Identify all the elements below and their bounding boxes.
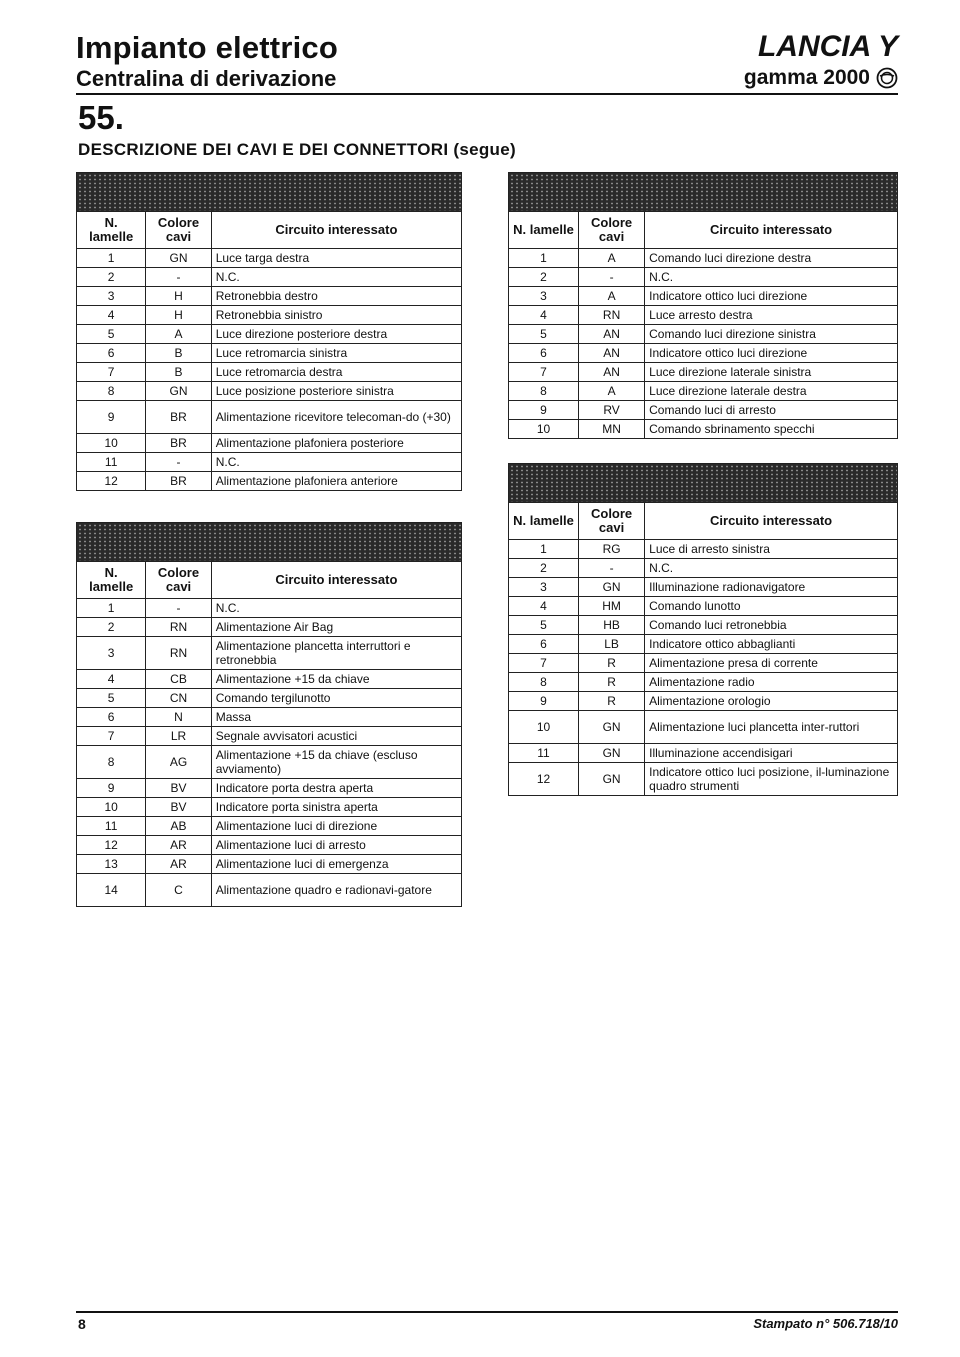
lamella-number: 2 (77, 268, 146, 287)
wire-color: GN (579, 711, 645, 744)
table-row (77, 637, 462, 670)
lamella-number: 3 (77, 287, 146, 306)
wire-color: HB (579, 616, 645, 635)
wire-color: MN (579, 420, 645, 439)
wire-color: H (146, 287, 211, 306)
lamella-number: 9 (509, 692, 579, 711)
circuit-description: N.C. (211, 268, 461, 287)
lamella-number: 12 (77, 472, 146, 491)
lamella-number: 9 (77, 401, 146, 434)
table-row (77, 836, 462, 855)
section-number: 55. (78, 99, 124, 136)
table-row (77, 306, 462, 325)
table-row (509, 382, 898, 401)
header-cell-lamelle: N. lamelle (77, 212, 146, 249)
connector-image-band (77, 523, 462, 562)
wire-color: BR (146, 472, 211, 491)
lamella-number: 10 (509, 711, 579, 744)
lamella-number: 10 (509, 420, 579, 439)
wire-color: BV (146, 798, 211, 817)
table-row (77, 249, 462, 268)
header-cell-colore: Colore cavi (579, 212, 645, 249)
lamella-number: 7 (77, 363, 146, 382)
table-row (77, 599, 462, 618)
wire-color: GN (146, 382, 211, 401)
table-row (77, 363, 462, 382)
circuit-description: Luce direzione laterale destra (645, 382, 898, 401)
table-row (77, 746, 462, 779)
lamella-number: 9 (77, 779, 146, 798)
model-range-label: gamma 2000 (743, 66, 870, 89)
lamella-number: 7 (509, 363, 579, 382)
wire-color: AG (146, 746, 211, 779)
lamella-number: 8 (77, 382, 146, 401)
table-row (77, 727, 462, 746)
lamella-number: 2 (509, 559, 579, 578)
wire-color: AN (579, 363, 645, 382)
wire-color: GN (579, 744, 645, 763)
circuit-description: Alimentazione plafoniera anteriore (211, 472, 461, 491)
lamella-number: 4 (509, 597, 579, 616)
table-row (77, 855, 462, 874)
connector-image-band (509, 464, 898, 503)
circuit-description: Luce retromarcia sinistra (211, 344, 461, 363)
wire-color: BR (146, 401, 211, 434)
print-reference: Stampato n° 506.718/10 (753, 1316, 898, 1331)
wire-color: A (146, 325, 211, 344)
table-row (509, 363, 898, 382)
table-row (509, 559, 898, 578)
circuit-description: Massa (211, 708, 461, 727)
lamella-number: 2 (77, 618, 146, 637)
lamella-number: 11 (77, 453, 146, 472)
table-row (77, 382, 462, 401)
circuit-description: N.C. (211, 599, 461, 618)
circuit-description: Comando lunotto (645, 597, 898, 616)
lamella-number: 5 (509, 325, 579, 344)
lamella-number: 12 (509, 763, 579, 796)
wire-color: A (579, 287, 645, 306)
document-subtitle: Centralina di derivazione (76, 66, 337, 91)
connector-image-band (509, 173, 898, 212)
circuit-description: Comando sbrinamento specchi (645, 420, 898, 439)
wire-color: RG (579, 540, 645, 559)
wire-color: H (146, 306, 211, 325)
circuit-description: Luce arresto destra (645, 306, 898, 325)
wire-color: RN (146, 618, 211, 637)
wire-color: B (146, 344, 211, 363)
header-cell-colore: Colore cavi (146, 562, 211, 599)
document-title: Impianto elettrico (76, 30, 338, 65)
circuit-description: Indicatore porta sinistra aperta (211, 798, 461, 817)
section-title: DESCRIZIONE DEI CAVI E DEI CONNETTORI (segue) (78, 140, 516, 159)
table-row (77, 325, 462, 344)
table-row (509, 578, 898, 597)
wire-color: R (579, 673, 645, 692)
wire-color: BR (146, 434, 211, 453)
table-row (509, 763, 898, 796)
lamella-number: 8 (509, 382, 579, 401)
lamella-number: 13 (77, 855, 146, 874)
wire-color: A (579, 382, 645, 401)
header-cell-circuito: Circuito interessato (645, 212, 898, 249)
circuit-description: Comando luci direzione sinistra (645, 325, 898, 344)
wire-color: R (579, 654, 645, 673)
lamella-number: 1 (509, 249, 579, 268)
table-row (77, 670, 462, 689)
lamella-number: 3 (509, 287, 579, 306)
wire-color: GN (579, 763, 645, 796)
lamella-number: 3 (77, 637, 146, 670)
circuit-description: Segnale avvisatori acustici (211, 727, 461, 746)
table-row (509, 287, 898, 306)
lamella-number: 4 (77, 670, 146, 689)
model-range (744, 66, 898, 90)
lamella-number: 6 (509, 344, 579, 363)
lamella-number: 8 (509, 673, 579, 692)
wire-color: BV (146, 779, 211, 798)
circuit-description: Luce retromarcia destra (211, 363, 461, 382)
table-row (77, 779, 462, 798)
brand-name: LANCIA Y (757, 30, 898, 63)
lamella-number: 14 (77, 874, 146, 907)
lamella-number: 5 (77, 689, 146, 708)
circuit-description: N.C. (645, 559, 898, 578)
table-row (509, 249, 898, 268)
lamella-number: 6 (77, 708, 146, 727)
connector-table (76, 172, 462, 491)
wire-color: LR (146, 727, 211, 746)
lamella-number: 4 (509, 306, 579, 325)
circuit-description: Retronebbia destro (211, 287, 461, 306)
circuit-description: Illuminazione radionavigatore (645, 578, 898, 597)
header-rule (76, 93, 898, 95)
lamella-number: 11 (77, 817, 146, 836)
header-cell-circuito: Circuito interessato (645, 503, 898, 540)
wire-color: - (146, 453, 211, 472)
table-row (509, 744, 898, 763)
circuit-description: Alimentazione quadro e radionavi-gatore (211, 874, 461, 907)
wire-color: AN (579, 325, 645, 344)
connector-table (76, 522, 462, 907)
circuit-description: Alimentazione luci di arresto (211, 836, 461, 855)
circuit-description: Alimentazione radio (645, 673, 898, 692)
circuit-description: Alimentazione +15 da chiave (escluso avviamento) (211, 746, 461, 779)
wire-color: - (579, 268, 645, 287)
connector-table (508, 172, 898, 439)
header-cell-colore: Colore cavi (146, 212, 211, 249)
lamella-number: 5 (77, 325, 146, 344)
circuit-description: Comando luci retronebbia (645, 616, 898, 635)
circuit-description: Retronebbia sinistro (211, 306, 461, 325)
circuit-description: Luce targa destra (211, 249, 461, 268)
table-row (509, 325, 898, 344)
table-row (509, 597, 898, 616)
wire-color: GN (579, 578, 645, 597)
circuit-description: Alimentazione luci plancetta inter-ruttori (645, 711, 898, 744)
table-row (77, 874, 462, 907)
table-row (77, 268, 462, 287)
wire-color: LB (579, 635, 645, 654)
header-cell-circuito: Circuito interessato (211, 212, 461, 249)
wire-color: CB (146, 670, 211, 689)
wire-color: HM (579, 597, 645, 616)
lamella-number: 3 (509, 578, 579, 597)
page-number: 8 (78, 1316, 86, 1332)
wire-color: AR (146, 836, 211, 855)
circuit-description: Alimentazione luci di direzione (211, 817, 461, 836)
circuit-description: Indicatore ottico luci direzione (645, 287, 898, 306)
table-row (77, 287, 462, 306)
circuit-description: Alimentazione presa di corrente (645, 654, 898, 673)
lamella-number: 5 (509, 616, 579, 635)
circuit-description: Luce direzione posteriore destra (211, 325, 461, 344)
table-row (77, 817, 462, 836)
table-row (509, 673, 898, 692)
wire-color: RN (579, 306, 645, 325)
wire-color: R (579, 692, 645, 711)
lamella-number: 2 (509, 268, 579, 287)
circuit-description: Comando luci di arresto (645, 401, 898, 420)
table-row (509, 344, 898, 363)
circuit-description: Alimentazione ricevitore telecoman-do (+30) (211, 401, 461, 434)
circuit-description: Alimentazione Air Bag (211, 618, 461, 637)
wire-color: - (146, 268, 211, 287)
circuit-description: Alimentazione +15 da chiave (211, 670, 461, 689)
footer-rule (76, 1311, 898, 1313)
lamella-number: 7 (509, 654, 579, 673)
circuit-description: Alimentazione luci di emergenza (211, 855, 461, 874)
wire-color: RN (146, 637, 211, 670)
circuit-description: Luce di arresto sinistra (645, 540, 898, 559)
wire-color: - (146, 599, 211, 618)
table-row (509, 420, 898, 439)
lamella-number: 1 (77, 599, 146, 618)
wire-color: AR (146, 855, 211, 874)
lamella-number: 1 (77, 249, 146, 268)
circuit-description: Comando tergilunotto (211, 689, 461, 708)
table-row (77, 344, 462, 363)
lamella-number: 6 (509, 635, 579, 654)
table-row (509, 401, 898, 420)
table-row (77, 401, 462, 434)
header-cell-lamelle: N. lamelle (509, 212, 579, 249)
table-row (77, 708, 462, 727)
wire-color: B (146, 363, 211, 382)
steering-wheel-icon (876, 67, 898, 89)
table-row (509, 306, 898, 325)
wire-color: GN (146, 249, 211, 268)
lamella-number: 9 (509, 401, 579, 420)
circuit-description: Luce direzione laterale sinistra (645, 363, 898, 382)
table-row (77, 434, 462, 453)
table-row (509, 540, 898, 559)
header-cell-colore: Colore cavi (579, 503, 645, 540)
lamella-number: 7 (77, 727, 146, 746)
lamella-number: 12 (77, 836, 146, 855)
table-row (77, 798, 462, 817)
lamella-number: 1 (509, 540, 579, 559)
wire-color: AN (579, 344, 645, 363)
wire-color: CN (146, 689, 211, 708)
circuit-description: Alimentazione orologio (645, 692, 898, 711)
wire-color: AB (146, 817, 211, 836)
circuit-description: Alimentazione plancetta interruttori e retronebbia (211, 637, 461, 670)
table-row (77, 453, 462, 472)
table-row (509, 268, 898, 287)
wire-color: C (146, 874, 211, 907)
circuit-description: Indicatore ottico luci direzione (645, 344, 898, 363)
circuit-description: N.C. (211, 453, 461, 472)
connector-table (508, 463, 898, 796)
table-row (77, 472, 462, 491)
circuit-description: Luce posizione posteriore sinistra (211, 382, 461, 401)
circuit-description: Illuminazione accendisigari (645, 744, 898, 763)
table-row (509, 635, 898, 654)
circuit-description: Indicatore ottico abbaglianti (645, 635, 898, 654)
wire-color: A (579, 249, 645, 268)
lamella-number: 10 (77, 798, 146, 817)
table-row (509, 616, 898, 635)
lamella-number: 4 (77, 306, 146, 325)
wire-color: N (146, 708, 211, 727)
table-row (509, 711, 898, 744)
wire-color: RV (579, 401, 645, 420)
lamella-number: 10 (77, 434, 146, 453)
header-cell-lamelle: N. lamelle (77, 562, 146, 599)
table-row (509, 654, 898, 673)
header-cell-lamelle: N. lamelle (509, 503, 579, 540)
header-cell-circuito: Circuito interessato (211, 562, 461, 599)
circuit-description: Indicatore porta destra aperta (211, 779, 461, 798)
table-row (509, 692, 898, 711)
table-row (77, 618, 462, 637)
lamella-number: 8 (77, 746, 146, 779)
circuit-description: Indicatore ottico luci posizione, il-luminazione quadro strumenti (645, 763, 898, 796)
connector-image-band (77, 173, 462, 212)
lamella-number: 6 (77, 344, 146, 363)
table-row (77, 689, 462, 708)
circuit-description: Comando luci direzione destra (645, 249, 898, 268)
circuit-description: Alimentazione plafoniera posteriore (211, 434, 461, 453)
wire-color: - (579, 559, 645, 578)
lamella-number: 11 (509, 744, 579, 763)
circuit-description: N.C. (645, 268, 898, 287)
